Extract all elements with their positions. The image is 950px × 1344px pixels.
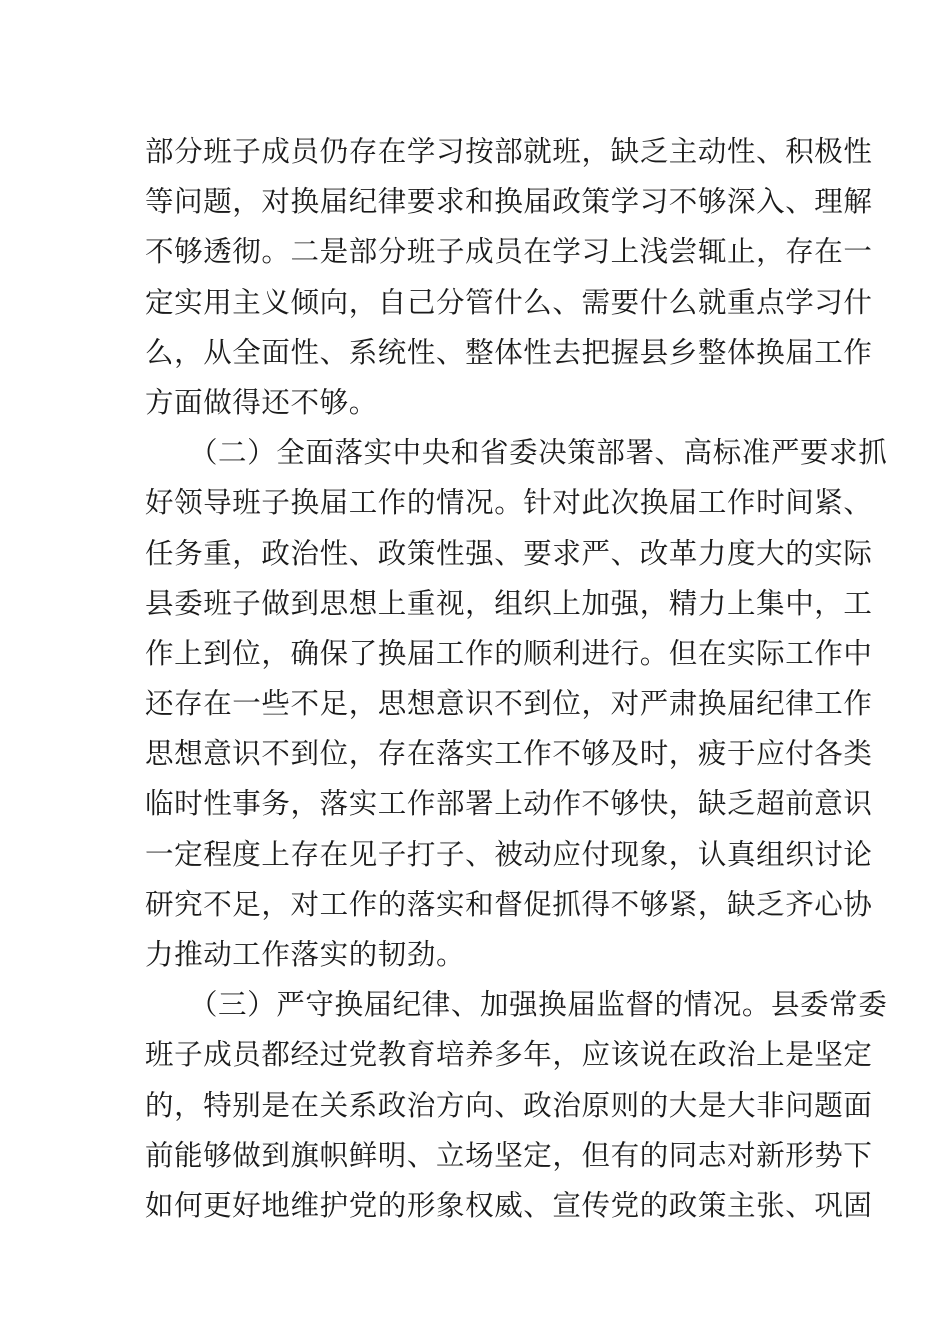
text-line: 好领导班子换届工作的情况。针对此次换届工作时间紧、 <box>145 486 873 520</box>
text-line: 前能够做到旗帜鲜明、立场坚定，但有的同志对新形势下 <box>145 1138 873 1172</box>
text-line: 班子成员都经过党教育培养多年，应该说在政治上是坚定 <box>145 1038 873 1072</box>
section-heading-line: （二）全面落实中央和省委决策部署、高标准严要求抓 <box>145 436 888 470</box>
text-line: 思想意识不到位，存在落实工作不够及时，疲于应付各类 <box>145 737 873 771</box>
section-heading-line: （三）严守换届纪律、加强换届监督的情况。县委常委 <box>145 988 888 1022</box>
text-line: 方面做得还不够。 <box>145 385 378 419</box>
text-line: 一定程度上存在见子打子、被动应付现象，认真组织讨论 <box>145 837 873 871</box>
text-line: 县委班子做到思想上重视，组织上加强，精力上集中，工 <box>145 586 873 620</box>
text-line: 力推动工作落实的韧劲。 <box>145 938 466 971</box>
text-line: 不够透彻。二是部分班子成员在学习上浅尝辄止，存在一 <box>145 235 873 269</box>
text-line: 等问题，对换届纪律要求和换届政策学习不够深入、理解 <box>145 185 873 219</box>
text-line: 定实用主义倾向，自己分管什么、需要什么就重点学习什 <box>145 285 873 319</box>
text-line: 的，特别是在关系政治方向、政治原则的大是大非问题面 <box>145 1088 873 1122</box>
text-line: 研究不足，对工作的落实和督促抓得不够紧，缺乏齐心协 <box>145 887 873 921</box>
text-line: 还存在一些不足，思想意识不到位，对严肃换届纪律工作 <box>145 687 873 721</box>
text-line: 么，从全面性、系统性、整体性去把握县乡整体换届工作 <box>145 335 873 369</box>
text-line: 作上到位，确保了换届工作的顺利进行。但在实际工作中 <box>145 636 873 670</box>
text-line: 任务重，政治性、政策性强、要求严、改革力度大的实际 <box>145 536 873 570</box>
text-line: 临时性事务，落实工作部署上动作不够快，缺乏超前意识 <box>145 787 873 821</box>
text-line: 如何更好地维护党的形象权威、宣传党的政策主张、巩固 <box>145 1188 873 1222</box>
document-body <box>145 127 888 1231</box>
text-line: 部分班子成员仍存在学习按部就班，缺乏主动性、积极性 <box>145 135 873 168</box>
